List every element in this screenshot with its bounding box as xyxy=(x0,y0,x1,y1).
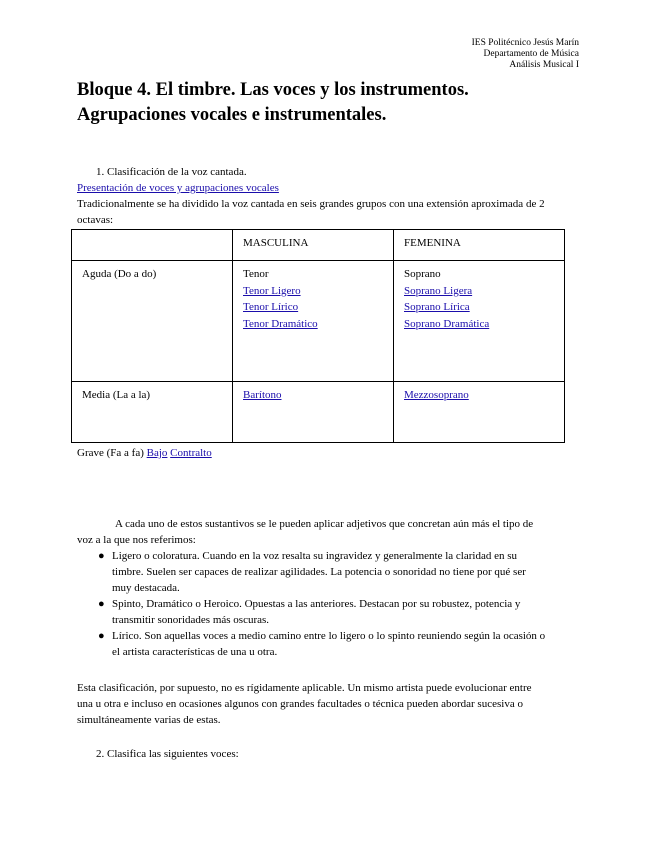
header-cell-empty xyxy=(72,230,233,261)
tenor-dramatico-link[interactable]: Tenor Dramático xyxy=(243,317,318,330)
aguda-label: Aguda (Do a do) xyxy=(72,261,233,382)
bajo-link[interactable]: Bajo xyxy=(146,447,168,459)
media-masculina-cell xyxy=(233,382,394,443)
tenor-ligero-link[interactable]: Tenor Ligero xyxy=(243,284,301,297)
soprano-dramatica-link[interactable]: Soprano Dramática xyxy=(404,317,490,330)
adjectives-list xyxy=(96,548,596,660)
soprano-title: Soprano xyxy=(404,268,441,280)
closing-line-2: una u otra e incluso en ocasiones algunos con grandes facultades o técnica pueden abordar sucesiva o xyxy=(77,698,523,710)
aguda-masculina-cell xyxy=(233,261,394,382)
table-row-media xyxy=(72,382,565,443)
bullet-icon: ● xyxy=(98,630,105,642)
bullet-icon: ● xyxy=(98,598,105,610)
closing-paragraph xyxy=(77,680,602,728)
item-spinto-line-2: transmitir sonoridades más oscuras. xyxy=(112,614,270,626)
adjectives-intro xyxy=(77,516,597,548)
presentation-link[interactable]: Presentación de voces y agrupaciones vocales xyxy=(77,182,279,194)
list-item xyxy=(96,596,596,628)
list-item xyxy=(96,548,596,596)
document-header xyxy=(472,38,579,71)
section-1-heading: 1. Clasificación de la voz cantada. xyxy=(96,166,247,178)
item-ligero-line-3: muy destacada. xyxy=(112,582,180,594)
grave-label: Grave (Fa a fa) xyxy=(77,447,144,459)
item-ligero-line-1: Ligero o coloratura. Cuando en la voz resalta su ingravidez y generalmente la claridad en su xyxy=(112,550,518,562)
list-item xyxy=(96,628,596,660)
title-line-1: Bloque 4. El timbre. Las voces y los instrumentos. xyxy=(77,80,469,100)
page-title xyxy=(77,78,597,128)
item-lirico-line-1: Lírico. Son aquellas voces a medio camino entre lo ligero o lo spinto reuniendo según la ocasión o xyxy=(112,630,546,642)
section-1-intro xyxy=(77,196,597,228)
item-ligero-line-2: timbre. Suelen ser capaces de realizar agilidades. La potencia o sonoridad no tiene por qué ser xyxy=(112,566,526,578)
grave-line xyxy=(77,445,212,461)
item-lirico-line-2: el artista características de una u otra. xyxy=(112,646,278,658)
adjectives-intro-line-2: voz a la que nos referimos: xyxy=(77,534,196,546)
adjectives-intro-line-1: A cada uno de estos sustantivos se le pueden aplicar adjetivos que concretan aún más el tipo de xyxy=(115,518,534,530)
item-spinto-line-1: Spinto, Dramático o Heroico. Opuestas a las anteriores. Destacan por su robustez, potencia y xyxy=(112,598,521,610)
soprano-lirica-link[interactable]: Soprano Lírica xyxy=(404,301,470,313)
header-cell-femenina: FEMENINA xyxy=(394,230,565,261)
voice-classification-table xyxy=(71,229,565,443)
mezzosoprano-link[interactable]: Mezzosoprano xyxy=(404,389,469,401)
title-line-2: Agrupaciones vocales e instrumentales. xyxy=(77,105,387,125)
contralto-link[interactable]: Contralto xyxy=(170,447,212,459)
intro-line-1: Tradicionalmente se ha dividido la voz cantada en seis grandes grupos con una extensión aproximada de 2 xyxy=(77,198,545,210)
tenor-lirico-link[interactable]: Tenor Lírico xyxy=(243,301,299,313)
department-name: Departamento de Música xyxy=(483,49,579,59)
header-cell-masculina: MASCULINA xyxy=(233,230,394,261)
intro-line-2: octavas: xyxy=(77,214,114,226)
bullet-icon: ● xyxy=(98,550,105,562)
closing-line-1: Esta clasificación, por supuesto, no es rígidamente aplicable. Un mismo artista puede evolucionar entre xyxy=(77,682,532,694)
aguda-femenina-cell xyxy=(394,261,565,382)
baritono-link[interactable]: Barítono xyxy=(243,389,282,401)
soprano-ligera-link[interactable]: Soprano Ligera xyxy=(404,284,473,297)
table-header-row xyxy=(72,230,565,261)
school-name: IES Politécnico Jesús Marín xyxy=(471,38,579,48)
section-2-heading: 2. Clasifica las siguientes voces: xyxy=(96,748,239,760)
tenor-title: Tenor xyxy=(243,268,269,280)
closing-line-3: simultáneamente varias de estas. xyxy=(77,714,221,726)
table-row-aguda xyxy=(72,261,565,382)
media-femenina-cell xyxy=(394,382,565,443)
media-label: Media (La a la) xyxy=(72,382,233,443)
course-name: Análisis Musical I xyxy=(509,60,579,70)
